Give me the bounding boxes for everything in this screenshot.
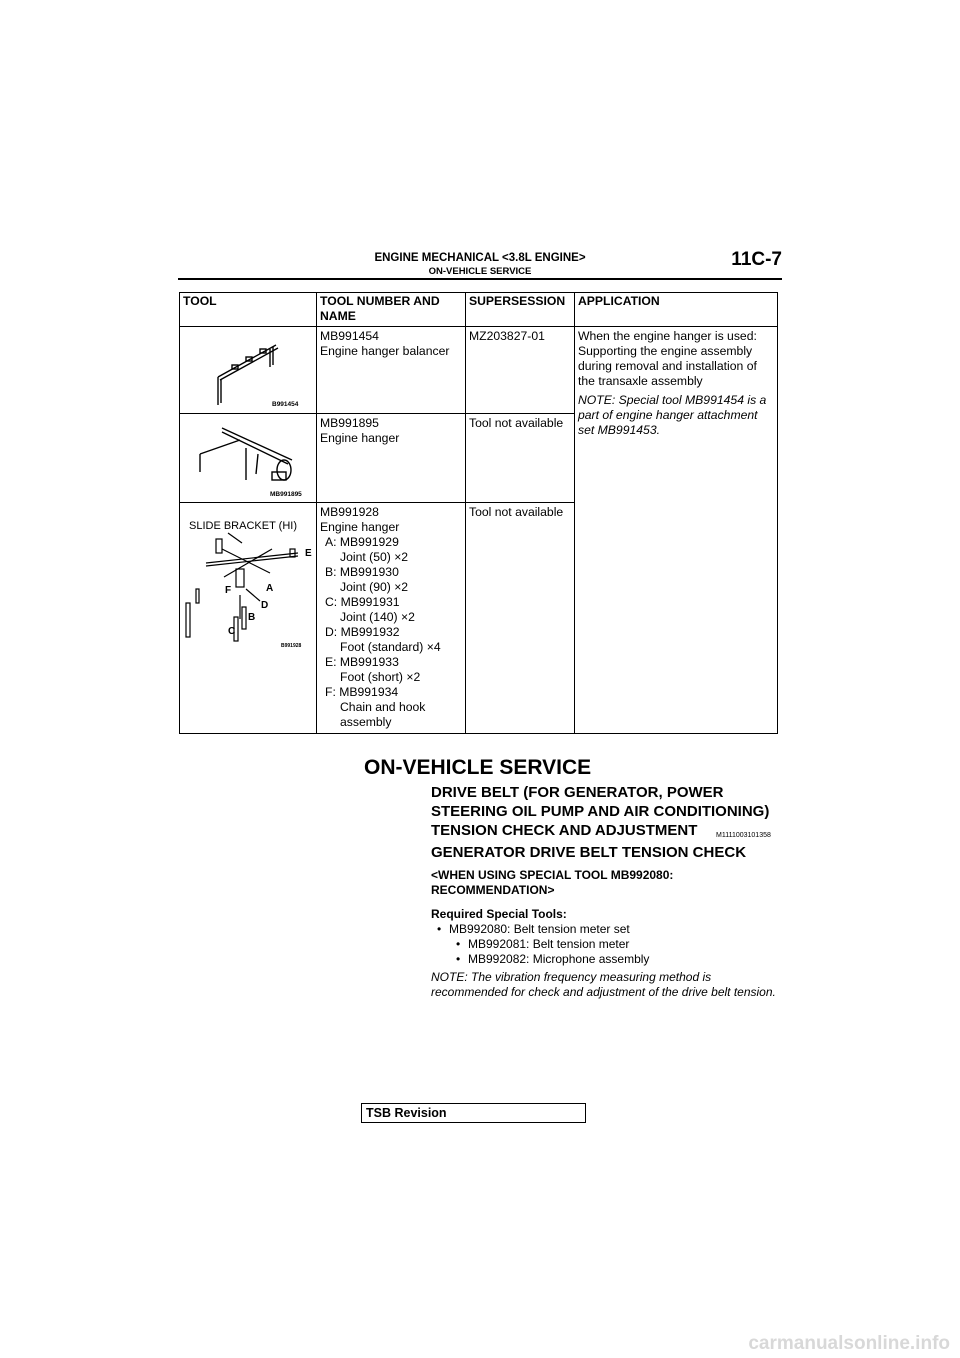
application-cell [575, 327, 778, 734]
header-title: ENGINE MECHANICAL <3.8L ENGINE> [374, 252, 586, 264]
part-desc-f: Chain and hook assembly [340, 700, 426, 729]
image-letter-f: F [225, 585, 232, 596]
part-id-c: C: MB991931 [325, 595, 400, 609]
image-letter-d: D [261, 600, 269, 611]
vibration-note: NOTE: The vibration frequency measuring method is recommended for check and adjustment of the drive belt tension. [431, 970, 776, 999]
image-letter-e: E [305, 548, 312, 559]
tool-number-cell [317, 327, 466, 414]
generator-belt-heading: GENERATOR DRIVE BELT TENSION CHECK [431, 844, 747, 861]
part-id-b: B: MB991930 [325, 565, 399, 579]
header-subtitle: ON-VEHICLE SERVICE [428, 266, 532, 277]
tool-image-cell [180, 414, 317, 503]
tool-number-cell [317, 503, 466, 734]
supersession-cell: Tool not available [466, 503, 575, 734]
col-header-number: TOOL NUMBER AND NAME [317, 293, 466, 327]
tool-number: MB991928 [320, 505, 379, 519]
part-desc-e: Foot (short) ×2 [340, 670, 421, 684]
table-header-row [180, 293, 778, 327]
col-header-supersession: SUPERSESSION [466, 293, 575, 327]
supersession-cell: MZ203827-01 [466, 327, 575, 414]
part-id-a: A: MB991929 [325, 535, 399, 549]
col-header-application: APPLICATION [575, 293, 778, 327]
tool-name: Engine hanger [320, 431, 400, 445]
part-desc-a: Joint (50) ×2 [340, 550, 409, 564]
part-id-f: F: MB991934 [325, 685, 399, 699]
tool-image-cell [180, 327, 317, 414]
page-number: 11C-7 [731, 249, 782, 270]
drive-belt-heading: DRIVE BELT (FOR GENERATOR, POWER STEERING OIL PUMP AND AIR CONDITIONING) TENSION CHECK AND ADJUSTMENT [431, 784, 770, 839]
part-id-d: D: MB991932 [325, 625, 400, 639]
tool-image-caption: B991454 [272, 401, 299, 408]
part-id-e: E: MB991933 [325, 655, 399, 669]
tool-number: MB991454 [320, 329, 379, 343]
special-tools-table [179, 292, 778, 734]
watermark: carmanualsonline.info [748, 1333, 950, 1354]
section-title: ON-VEHICLE SERVICE [364, 756, 592, 779]
image-letter-b: B [248, 612, 256, 623]
tool-number: MB991895 [320, 416, 379, 430]
image-letter-a: A [266, 583, 274, 594]
tool-image-cell [180, 503, 317, 734]
tsb-revision-box: TSB Revision [361, 1103, 586, 1123]
list-item: • MB992081: Belt tension meter [456, 937, 629, 952]
slide-bracket-label: SLIDE BRACKET (HI) [189, 520, 297, 532]
image-letter-c: C [228, 626, 236, 637]
part-desc-b: Joint (90) ×2 [340, 580, 409, 594]
part-desc-d: Foot (standard) ×4 [340, 640, 441, 654]
part-desc-c: Joint (140) ×2 [340, 610, 415, 624]
application-note: NOTE: Special tool MB991454 is a part of engine hanger attachment set MB991453. [578, 393, 767, 437]
table-row [180, 327, 778, 414]
application-text: When the engine hanger is used: Supporting the engine assembly during removal and installation of the transaxle assembly [578, 329, 757, 388]
required-tools-label: Required Special Tools: [431, 907, 567, 921]
tool-name: Engine hanger [320, 520, 400, 534]
engine-hanger-kit-illustration [180, 503, 314, 729]
tool-number-cell [317, 414, 466, 503]
engine-hanger-illustration [180, 414, 314, 498]
list-item: • MB992082: Microphone assembly [456, 952, 649, 967]
list-item: • MB992080: Belt tension meter set [437, 922, 630, 937]
tool-name: Engine hanger balancer [320, 344, 450, 358]
tool-image-caption: MB991895 [270, 491, 302, 498]
header-rule [178, 278, 782, 280]
document-code: M1111003101358 [716, 832, 771, 839]
supersession-cell: Tool not available [466, 414, 575, 503]
tool-image-caption: B991928 [281, 643, 302, 649]
col-header-tool: TOOL [180, 293, 317, 327]
special-tool-condition: <WHEN USING SPECIAL TOOL MB992080: RECOMMENDATION> [431, 868, 674, 897]
